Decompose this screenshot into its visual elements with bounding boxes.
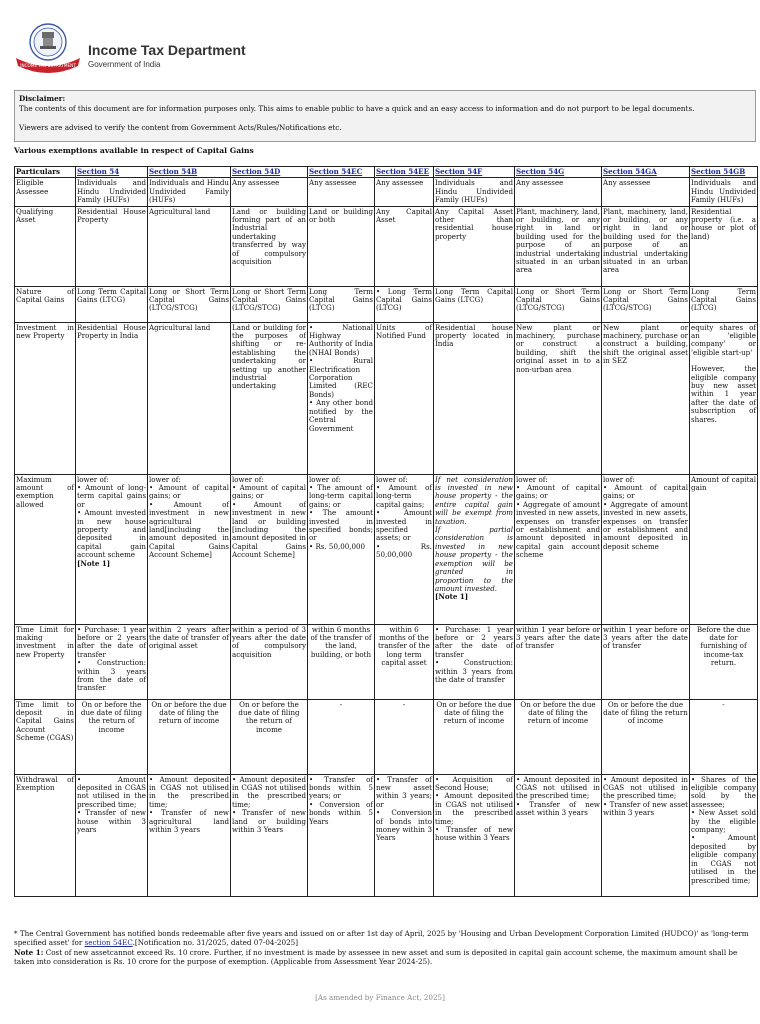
- section-heading: Various exemptions available in respect of Capital Gains: [14, 146, 254, 155]
- table-row-nature-of-capital-gains: [15, 286, 758, 322]
- row-label-withdrawal-of-exemption: Withdrawal of Exemption: [15, 774, 76, 896]
- cell-line: New plant or machinery, purchase or construct a building, shift the original asset in SEZ: [603, 322, 688, 366]
- cell-line: Before the due date for furnishing of income-tax return.: [696, 624, 751, 668]
- cell-line: equity shares of an 'eligible company' or 'eligible start-up': [691, 322, 756, 357]
- cell-withdrawal-of-exemption-section-54b: [148, 774, 231, 896]
- cell-line: [Note 1]: [435, 592, 469, 602]
- row-label-time-limit-investment: Time Limit for making investment in new Property: [15, 624, 76, 699]
- table-row-maximum-exemption: [15, 474, 758, 624]
- cell-line: • Amount deposited by eligible company in CGAS not utilised in the prescribed time;: [691, 833, 756, 885]
- cell-nature-of-capital-gains-section-54ga: Long or Short Term Capital Gains (LTCG/STCG): [602, 286, 690, 322]
- table-row-withdrawal-of-exemption: [15, 774, 758, 896]
- cell-line: • Amount invested in new house property and deposited in capital gain account scheme: [77, 508, 146, 560]
- cell-maximum-exemption-section-54: [76, 474, 148, 624]
- cell-line: within 6 months of the transfer of the long term capital asset: [378, 624, 430, 668]
- cell-line: However, the eligible company buy new asset within 1 year after the date of subscription of shares.: [691, 364, 756, 424]
- cell-qualifying-asset-section-54ga: Plant, machinery, land, or building, or any right in land or building used for the purpose of an industrial undertaking situated in an urban area: [602, 206, 690, 286]
- footnote-star-text-b: .[Notification no. 31/2025, dated 07-04-2025]: [132, 938, 299, 948]
- cell-line: • Transfer of bonds within 5 years; or: [309, 774, 373, 801]
- cell-time-limit-cgas-section-54ec: -: [308, 699, 375, 774]
- cell-time-limit-investment-section-54gb: [690, 624, 758, 699]
- cell-time-limit-cgas-section-54ee: -: [375, 699, 434, 774]
- link-section-54f[interactable]: Section 54F: [435, 167, 483, 176]
- table-row-time-limit-investment: [15, 624, 758, 699]
- cell-qualifying-asset-section-54ec: Land or building or both: [308, 206, 375, 286]
- cell-eligible-assessee-section-54f: Individuals and Hindu Undivided Family (HUFs): [435, 178, 513, 205]
- note-1-text: Cost of new assetcannot exceed Rs. 10 crore. Further, if no investment is made by assessee in new asset and sum is deposited in capital gain account scheme, the maximum amount shall be taken into consideration is Rs. 10 crore for the purpose of exemption. (Applicable from Assessment Year 2024-25).: [14, 947, 738, 967]
- cell-line: • Purchase: 1 year before or 2 years after the date of transfer: [435, 624, 513, 659]
- cell-line: If net consideration is invested in new house property - the entire capital gain will be exempt from taxation.: [435, 474, 513, 526]
- cell-withdrawal-of-exemption-section-54ee: [375, 774, 434, 896]
- cell-time-limit-investment-section-54ga: [602, 624, 690, 699]
- cell-time-limit-cgas-section-54g: On or before the due date of filing the return of income: [515, 699, 602, 774]
- header-section-54ec[interactable]: [308, 167, 375, 178]
- note-1-label: Note 1:: [14, 947, 44, 957]
- header-section-54f[interactable]: [434, 167, 515, 178]
- row-label-nature-of-capital-gains: Nature of Capital Gains: [15, 286, 76, 322]
- page-header: [12, 18, 748, 78]
- row-label-eligible-assessee: Eligible Assessee: [15, 178, 76, 206]
- cell-withdrawal-of-exemption-section-54: [76, 774, 148, 896]
- cell-time-limit-investment-section-54ec: [308, 624, 375, 699]
- cell-line: • Transfer of new land or building within 3 Years: [232, 808, 306, 835]
- cell-time-limit-investment-section-54b: [148, 624, 231, 699]
- cell-line: lower of:: [77, 474, 109, 484]
- cell-line: lower of:: [603, 474, 635, 484]
- cell-withdrawal-of-exemption-section-54ga: [602, 774, 690, 896]
- link-section-54ec[interactable]: Section 54EC: [309, 167, 363, 176]
- cell-maximum-exemption-section-54ga: [602, 474, 690, 624]
- cell-line: • Amount deposited in CGAS not utilised in the prescribed time;: [603, 774, 688, 801]
- cell-line: Agricultural land: [149, 322, 211, 332]
- cell-investment-in-new-property-section-54d: [231, 322, 308, 474]
- link-section-54gb[interactable]: Section 54GB: [691, 167, 746, 176]
- cell-nature-of-capital-gains-section-54gb: Long Term Capital Gains (LTCG): [690, 286, 758, 322]
- cell-eligible-assessee-section-54: Individuals and Hindu Undivided Family (HUFs): [77, 178, 146, 205]
- cell-nature-of-capital-gains-section-54d: Long or Short Term Capital Gains (LTCG/STCG): [231, 286, 308, 322]
- header-particulars: Particulars: [15, 167, 76, 178]
- disclaimer-text-1: The contents of this document are for information purposes only. This aims to enable public to have a quick and an easy access to information and do not purport to be legal documents.: [19, 104, 695, 113]
- cell-line: • Transfer of new house within 3 years: [77, 808, 146, 835]
- cell-line: • Amount of capital gains; or: [149, 483, 229, 501]
- cell-line: • Transfer of new asset within 3 years; or: [376, 774, 432, 809]
- cell-line: • Acquisition of Second House;: [435, 774, 513, 793]
- cell-maximum-exemption-section-54gb: [690, 474, 758, 624]
- cell-line: Residential house property located in India: [435, 322, 513, 349]
- row-label-time-limit-cgas: Time limit to deposit in Capital Gains Account Scheme (CGAS): [15, 699, 76, 774]
- cell-line: • Amount deposited in CGAS not utilised in the prescribed time;: [77, 774, 146, 809]
- cell-time-limit-cgas-section-54ga: On or before the due date of filing the return of income: [602, 699, 690, 774]
- cell-line: • Transfer of new asset within 3 years: [516, 799, 600, 818]
- link-section-54ga[interactable]: Section 54GA: [603, 167, 657, 176]
- cell-eligible-assessee-section-54d: Any assessee: [231, 178, 308, 206]
- header-section-54[interactable]: [76, 167, 148, 178]
- cell-line: • Shares of the eligible company sold by the assessee;: [691, 774, 756, 809]
- row-label-investment-in-new-property: Investment in new Property: [15, 322, 76, 474]
- emblem-ribbon-text: INCOME TAX DEPARTMENT: [20, 63, 76, 68]
- cell-line: • Amount deposited in CGAS not utilised in the prescribed time;: [435, 791, 513, 826]
- table-row-eligible-assessee: [15, 178, 758, 206]
- cell-line: • Amount of long-term capital gains;: [376, 483, 432, 509]
- cell-maximum-exemption-section-54b: [148, 474, 231, 624]
- cell-qualifying-asset-section-54g: Plant, machinery, land, or building, or any right in land or building used for the purpose of an industrial undertaking situated in an urban area: [515, 206, 602, 286]
- cell-qualifying-asset-section-54b: Agricultural land: [148, 206, 231, 286]
- cell-line: within 2 years after the date of transfer of original asset: [149, 624, 229, 651]
- cell-investment-in-new-property-section-54g: [515, 322, 602, 474]
- cell-line: • Rs. 50,00,000: [376, 541, 432, 560]
- cell-line: within 1 year before or 3 years after the date of transfer: [516, 624, 600, 651]
- cell-maximum-exemption-section-54ec: [308, 474, 375, 624]
- table-header-row: [15, 167, 758, 178]
- cell-investment-in-new-property-section-54: [76, 322, 148, 474]
- cell-investment-in-new-property-section-54ec: [308, 322, 375, 474]
- cell-time-limit-investment-section-54f: [434, 624, 515, 699]
- cell-line: • Conversion of bonds within 5 Years: [309, 799, 373, 826]
- cell-qualifying-asset-section-54: Residential House Property: [76, 206, 148, 286]
- cell-qualifying-asset-section-54gb: Residential property (i.e. a house or plot of land): [690, 206, 758, 286]
- cell-line: • Any other bond notified by the Central Government: [309, 398, 373, 433]
- income-tax-emblem-icon: [12, 18, 82, 76]
- cell-nature-of-capital-gains-section-54ee: • Long Term Capital Gains (LTCG): [375, 286, 434, 322]
- cell-line: lower of:: [149, 474, 181, 484]
- cell-line: • Transfer of new asset within 3 years: [603, 799, 688, 818]
- cell-line: • The amount of long-term capital gains; or: [309, 483, 373, 509]
- cell-line: • Amount deposited in CGAS not utilised in the prescribed time;: [232, 774, 306, 809]
- cell-line: • Construction: within 3 years from the date of transfer: [435, 658, 513, 685]
- cell-line: • Rural Electrification Corporation Limited (REC Bonds): [309, 356, 373, 399]
- cell-line: within 1 year before or 3 years after the date of transfer: [603, 624, 688, 651]
- cell-nature-of-capital-gains-section-54g: Long or Short Term Capital Gains (LTCG/STCG): [515, 286, 602, 322]
- footnotes: [14, 929, 756, 967]
- cell-time-limit-cgas-section-54: On or before the due date of filing the return of income: [76, 699, 148, 774]
- cell-eligible-assessee-section-54gb: Individuals and Hindu Undivided Family (HUFs): [691, 178, 756, 205]
- header-section-54g[interactable]: [515, 167, 602, 178]
- capital-gains-table: [14, 166, 758, 897]
- footnote-section-54ec-link[interactable]: section 54EC: [84, 938, 133, 948]
- cell-line: lower of:: [309, 474, 341, 484]
- cell-line: [Note 1]: [77, 558, 111, 568]
- link-section-54[interactable]: Section 54: [77, 167, 120, 176]
- cell-line: • Amount of capital gains; or: [232, 483, 306, 501]
- row-label-qualifying-asset: Qualifying Asset: [15, 206, 76, 286]
- footnote-star-text-a: * The Central Government has notified bonds redeemable after five years and issued on or after 1st day of April, 2025 by 'Housing and Urban Development Corporation Limited (HUDCO)' as 'long-term specified asset' for: [14, 929, 749, 948]
- cell-eligible-assessee-section-54ga: Any assessee: [602, 178, 690, 206]
- cell-line: Land or building for the purposes of shifting or re-establishing the undertaking or setting up another industrial undertaking: [232, 322, 306, 391]
- cell-line: • Transfer of new house within 3 Years: [435, 825, 513, 843]
- cell-line: Amount of capital gain: [691, 474, 756, 493]
- cell-line: • Amount of capital gains; or: [516, 483, 600, 501]
- cell-time-limit-cgas-section-54f: On or before the due date of filing the return of income: [434, 699, 515, 774]
- cell-time-limit-investment-section-54ee: [375, 624, 434, 699]
- table-row-time-limit-cgas: [15, 699, 758, 774]
- cell-investment-in-new-property-section-54f: [434, 322, 515, 474]
- cell-line: • National Highway Authority of India (NHAI Bonds): [309, 322, 373, 357]
- cell-time-limit-investment-section-54: [76, 624, 148, 699]
- cell-line: within 6 months of the transfer of the land, building, or both: [310, 624, 372, 659]
- cell-line: • The amount invested in specified bonds; or: [309, 508, 373, 543]
- cell-line: • Rs. 50,00,000: [309, 541, 366, 551]
- cell-line: lower of:: [232, 474, 264, 484]
- cell-line: • Amount of long-term capital gains or: [77, 483, 146, 509]
- cell-investment-in-new-property-section-54b: [148, 322, 231, 474]
- table-row-qualifying-asset: [15, 206, 758, 286]
- cell-nature-of-capital-gains-section-54f: Long Term Capital Gains (LTCG): [434, 286, 515, 322]
- cell-line: • Transfer of new agricultural land within 3 years: [149, 808, 229, 835]
- cell-line: • Amount invested in specified assets; or: [376, 508, 432, 543]
- cell-time-limit-cgas-section-54d: On or before the due date of filing the return of income: [231, 699, 308, 774]
- cell-withdrawal-of-exemption-section-54f: [434, 774, 515, 896]
- cell-maximum-exemption-section-54g: [515, 474, 602, 624]
- cell-nature-of-capital-gains-section-54: Long Term Capital Gains (LTCG): [76, 286, 148, 322]
- header-section-54d[interactable]: [231, 167, 308, 178]
- cell-maximum-exemption-section-54ee: [375, 474, 434, 624]
- header-section-54ga[interactable]: [602, 167, 690, 178]
- footnote-star: [14, 929, 756, 948]
- amended-note: [As amended by Finance Act, 2025]: [315, 993, 445, 1002]
- disclaimer-text-2: Viewers are advised to verify the content from Government Acts/Rules/Notifications etc.: [19, 123, 342, 132]
- cell-eligible-assessee-section-54g: Any assessee: [515, 178, 602, 206]
- cell-line: • Conversion of bonds into money within 3 Years: [376, 808, 432, 843]
- cell-line: lower of:: [376, 474, 408, 484]
- cell-line: Units of Notified Fund: [376, 322, 432, 341]
- cell-time-limit-cgas-section-54b: On or before the due date of filing the return of income: [148, 699, 231, 774]
- cell-line: • Amount deposited in CGAS not utilised in the prescribed time;: [516, 774, 600, 801]
- cell-nature-of-capital-gains-section-54ec: Long Term Capital Gains (LTCG): [308, 286, 375, 322]
- cell-line: Residential House Property in India: [77, 322, 146, 341]
- link-section-54b[interactable]: Section 54B: [149, 167, 198, 176]
- cell-line: • Amount of capital gains; or: [603, 483, 688, 501]
- cell-line: • New Asset sold by the eligible company;: [691, 808, 756, 835]
- cell-qualifying-asset-section-54d: Land or building forming part of an Industrial undertaking transferred by way of compulsory acquisition: [231, 206, 308, 286]
- cell-maximum-exemption-section-54f: [434, 474, 515, 624]
- cell-withdrawal-of-exemption-section-54g: [515, 774, 602, 896]
- cell-qualifying-asset-section-54ee: Any Capital Asset: [375, 206, 434, 286]
- cell-investment-in-new-property-section-54ee: [375, 322, 434, 474]
- cell-time-limit-investment-section-54g: [515, 624, 602, 699]
- cell-line: • Purchase: 1 year before or 2 years after the date of transfer: [77, 624, 146, 659]
- cell-line: • Amount of investment in new land or building [including the amount deposited in Capital Gains Account Scheme]: [232, 499, 306, 560]
- cell-nature-of-capital-gains-section-54b: Long or Short Term Capital Gains (LTCG/STCG): [148, 286, 231, 322]
- cell-line: • Construction: within 3 years from the date of transfer: [77, 658, 146, 693]
- link-section-54g[interactable]: Section 54G: [516, 167, 565, 176]
- cell-line: If partial consideration is invested in new house property - the exemption will be granted in proportion to the amount invested.: [435, 525, 513, 593]
- cell-line: • Aggregate of amount invested in new assets, expenses on transfer or establishment and amount deposited in deposit scheme: [603, 499, 688, 551]
- cell-eligible-assessee-section-54ec: Any assessee: [308, 178, 375, 206]
- cell-eligible-assessee-section-54ee: Any assessee: [375, 178, 434, 206]
- cell-withdrawal-of-exemption-section-54d: [231, 774, 308, 896]
- cell-eligible-assessee-section-54b: Individuals and Hindu Undivided Family (HUFs): [149, 178, 229, 205]
- department-subtitle: Government of India: [88, 60, 161, 69]
- table-row-investment-in-new-property: [15, 322, 758, 474]
- cell-line: • Amount deposited in CGAS not utilised in the prescribed time;: [149, 774, 229, 809]
- cell-maximum-exemption-section-54d: [231, 474, 308, 624]
- row-label-maximum-exemption: Maximum amount of exemption allowed: [15, 474, 76, 624]
- department-title: Income Tax Department: [88, 42, 246, 58]
- cell-line: • Amount of investment in new agricultural land[including the amount deposited in Capital Gains Account Scheme]: [149, 499, 229, 560]
- disclaimer-heading: Disclaimer:: [19, 94, 66, 103]
- cell-line: within a period of 3 years after the date of compulsory acquisition: [232, 624, 306, 659]
- cell-investment-in-new-property-section-54gb: [690, 322, 758, 474]
- cell-investment-in-new-property-section-54ga: [602, 322, 690, 474]
- cell-time-limit-cgas-section-54gb: -: [690, 699, 758, 774]
- header-section-54ee[interactable]: [375, 167, 434, 178]
- footnote-note-1: [14, 948, 756, 967]
- cell-qualifying-asset-section-54f: Any Capital Asset other than residential house property: [434, 206, 515, 286]
- link-section-54ee[interactable]: Section 54EE: [376, 167, 429, 176]
- header-section-54b[interactable]: [148, 167, 231, 178]
- cell-withdrawal-of-exemption-section-54gb: [690, 774, 758, 896]
- cell-time-limit-investment-section-54d: [231, 624, 308, 699]
- cell-withdrawal-of-exemption-section-54ec: [308, 774, 375, 896]
- header-section-54gb[interactable]: [690, 167, 758, 178]
- disclaimer-box: [14, 90, 756, 142]
- link-section-54d[interactable]: Section 54D: [232, 167, 281, 176]
- cell-line: lower of:: [516, 474, 548, 484]
- cell-line: • Aggregate of amount invested in new assets, expenses on transfer or establishment and amount deposited in capital gain account scheme: [516, 499, 600, 560]
- cell-line: New plant or machinery, purchase or construct a building, shift the original asset in to a non-urban area: [516, 322, 600, 374]
